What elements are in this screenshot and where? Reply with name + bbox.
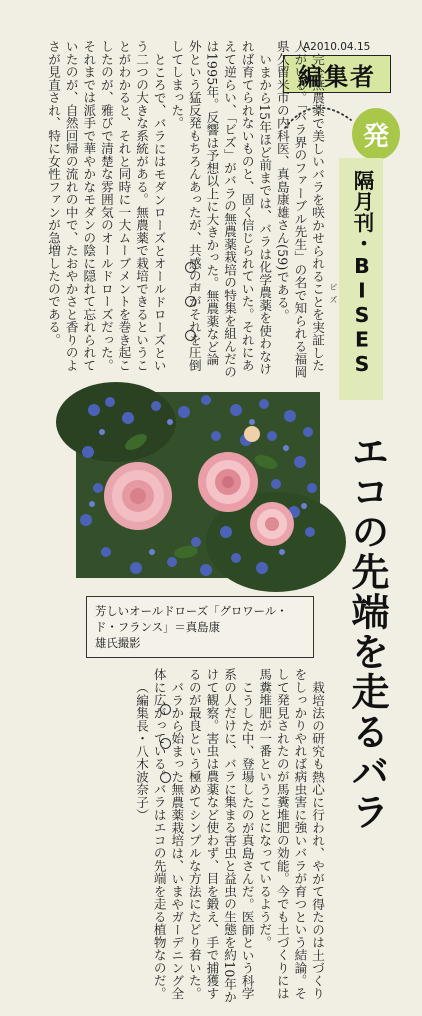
series-title: 隔月刊・BISES (350, 170, 374, 377)
article-paragraph-2: いまから15年ほど前までは、バラは化学農薬を使わなければ育てられないものと、固く信じられていた。それにあえて逆らい、「ビズ」がバラの無農薬栽培の特集を組んだのは1995年。反響は予想以上に大きかった。無農薬など論外という猛反発もちろんあったが、共感の声がそれを圧倒してしまった。 (169, 40, 273, 378)
headline: エコの先端を走るバラ (345, 432, 389, 832)
section-separator-ring (160, 704, 171, 715)
article-paragraph-3: ところで、バラにはモダンローズとオールドローズという二つの大きな系統がある。無農薬で栽培できるということがわかると、それと同時に一大ムーブメントを巻き起こしたのが、雅びで清楚な雰囲気のオールドローズだった。それまでは派手で華やかなモダンの陰に隠れて忘れられていたのが、自然回帰の流れの中で、たおやかさと香りのよさが見直され、特に女性ファンが急増したのである。 (46, 40, 167, 372)
section-separator-ring (160, 738, 171, 749)
hatsu-circle (352, 108, 400, 160)
article-block-lower (14, 668, 326, 1004)
article-block-upper (46, 40, 326, 378)
section-separator-ring (185, 262, 196, 273)
series-ruby: ビ ズ (329, 283, 338, 305)
article-paragraph-5: こうした中、登場したのが真島さんだ。医師という科学系の人だけに、バラに集まる害虫と益虫の生態を約10年かけて観察。害虫は農薬など使わず、目を鍛え、手で捕獲するのが最良という極めてシンプルな方法にたどり着いた。 (186, 668, 255, 1004)
section-separator-ring (160, 772, 171, 783)
column-badge-label: 編集者 (298, 62, 376, 91)
photo-caption: 芳しいオールドローズ「グロワール・ド・フランス」＝真島康 雄氏撮影 (95, 604, 288, 650)
hatsu-label: 発 (362, 121, 389, 152)
article-paragraph-1: 完全無農薬で美しいバラを咲かせられることを実証した人がいる。「バラ界のファーブル先生」の名で知られる福岡県久留米市の内科医、真島康雄さん(59)である。 (274, 40, 325, 378)
section-separator-ring (185, 330, 196, 341)
section-separator-ring (185, 296, 196, 307)
publication-date: A2010.04.15 (303, 41, 371, 53)
photo-caption-box (86, 596, 314, 658)
old-rose-photo (76, 392, 320, 578)
article-paragraph-6: バラから始まった無農薬栽培は、いまやガーデニング全体に広がっている。バラはエコの先端を走る植物なのだ。 (151, 668, 185, 1000)
article-paragraph-4: 栽培法の研究も熱心に行われ、やがて得たのは土づくりをしっかりやれば病虫害に強いバラが育つという結論。そして発見されたのが馬糞堆肥の効能。今でも土づくりには馬糞堆肥が一番ということになっているようだ。 (257, 668, 325, 1000)
article-signature: （編集長・八木波奈子） (134, 680, 150, 821)
